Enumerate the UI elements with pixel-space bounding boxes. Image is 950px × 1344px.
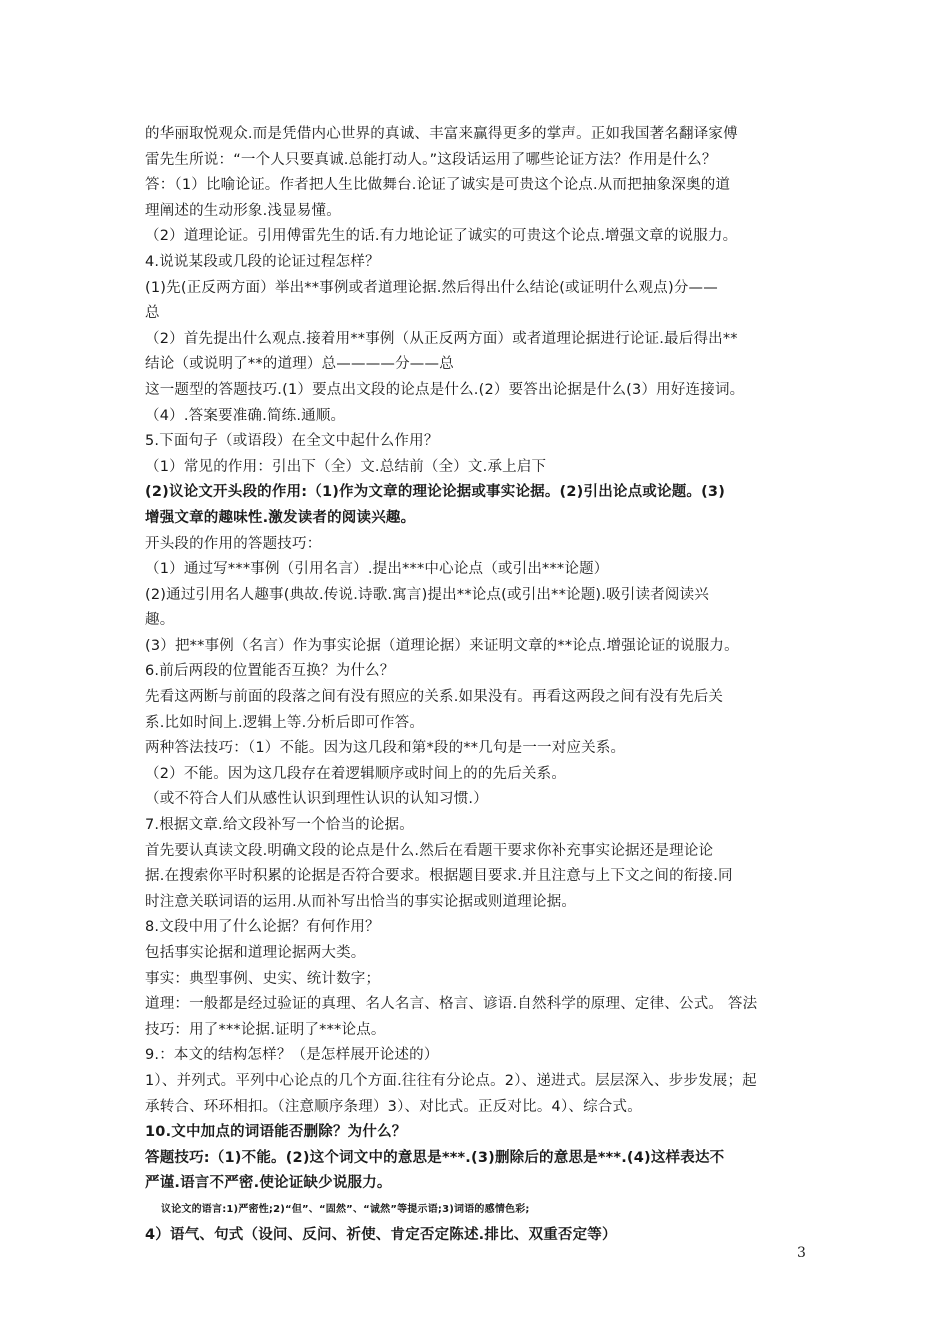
text-line: （1）常见的作用：引出下（全）文.总结前（全）文.承上启下 — [145, 458, 547, 475]
text-line: （2）首先提出什么观点.接着用**事例（从正反两方面）或者道理论据进行论证.最后得出** — [145, 330, 738, 347]
text-line: 据.在搜索你平时积累的论据是否符合要求。根据题目要求.并且注意与上下文之间的衔接.同 — [145, 868, 733, 885]
text-line: （2）道理论证。引用傅雷先生的话.有力地论证了诚实的可贵这个论点.增强文章的说服力。 — [145, 228, 738, 245]
text-line: 7.根据文章.给文段补写一个恰当的论据。 — [145, 817, 414, 834]
text-line: 的华丽取悦观众.而是凭借内心世界的真诚、丰富来赢得更多的掌声。正如我国著名翻译家傅 — [145, 126, 738, 142]
page-number: 3 — [797, 1245, 806, 1261]
text-line: 首先要认真读文段.明确文段的论点是什么.然后在看题干要求你补充事实论据还是理论论 — [145, 842, 714, 859]
text-line: 结论（或说明了**的道理）总————分——总 — [145, 356, 454, 373]
text-line: (1)先(正反两方面）举出**事例或者道理论据.然后得出什么结论(或证明什么观点)分—— — [145, 279, 718, 296]
text-line: 4.说说某段或几段的论证过程怎样？ — [145, 253, 380, 270]
text-line: 技巧：用了***论据.证明了***论点。 — [145, 1021, 386, 1038]
text-line: (2)议论文开头段的作用:（1)作为文章的理论论据或事实论据。(2)引出论点或论题。(3) — [145, 484, 726, 501]
text-line: 严谨.语言不严密.使论证缺少说服力。 — [145, 1175, 392, 1192]
text-line: （4）.答案要准确.简练.通顺。 — [145, 407, 346, 424]
text-line: 先看这两断与前面的段落之间有没有照应的关系.如果没有。再看这两段之间有没有先后关 — [145, 689, 724, 706]
text-line: 道理：一般都是经过验证的真理、名人名言、格言、谚语.自然科学的原理、定律、公式。 答法 — [145, 996, 758, 1013]
text-line: 答：（1）比喻论证。作者把人生比做舞台.论证了诚实是可贵这个论点.从而把抽象深奥的道 — [145, 177, 731, 194]
text-line: (3）把**事例（名言）作为事实论据（道理论据）来证明文章的**论点.增强论证的说服力。 — [145, 637, 739, 654]
text-line: 雷先生所说：“一个人只要真诚.总能打动人。”这段话运用了哪些论证方法？作用是什么？ — [145, 151, 717, 168]
text-line: 包括事实论据和道理论据两大类。 — [145, 945, 366, 961]
text-line: 理阐述的生动形象.浅显易懂。 — [145, 202, 341, 219]
text-line: (2)通过引用名人趣事(典故.传说.诗歌.寓言)提出**论点(或引出**论题).吸引读者阅读兴 — [145, 586, 710, 603]
text-line: 总 — [145, 305, 160, 322]
text-line: 4）语气、句式（设问、反问、祈使、肯定否定陈述.排比、双重否定等） — [145, 1226, 617, 1243]
text-line: 趣。 — [145, 612, 175, 629]
text-line: 答题技巧:（1)不能。(2)这个词文中的意思是***.(3)删除后的意思是***.(4)这样表达不 — [145, 1149, 725, 1166]
text-line: 事实：典型事例、史实、统计数字； — [145, 970, 381, 987]
text-line: 1）、并列式。平列中心论点的几个方面.往往有分论点。2）、递进式。层层深入、步步发展；起 — [145, 1072, 757, 1089]
text-line: 这一题型的答题技巧.(1）要点出文段的论点是什么.(2）要答出论据是什么(3）用好连接词。 — [145, 381, 745, 398]
text-line: 10.文中加点的词语能否删除？为什么？ — [145, 1124, 407, 1141]
text-line: 承转合、环环相扣。（注意顺序条理）3）、对比式。正反对比。4）、综合式。 — [145, 1098, 642, 1115]
document-body — [145, 122, 813, 1248]
text-line: 5.下面句子（或语段）在全文中起什么作用？ — [145, 433, 439, 450]
text-line: 6.前后两段的位置能否互换？为什么？ — [145, 663, 395, 680]
text-line: 增强文章的趣味性.激发读者的阅读兴趣。 — [145, 509, 416, 526]
text-line: （或不符合人们从感性认识到理性认识的认知习惯.） — [145, 791, 488, 808]
text-line: 两种答法技巧：（1）不能。因为这几段和第*段的**几句是一一对应关系。 — [145, 740, 626, 757]
text-line: 时注意关联词语的运用.从而补写出恰当的事实论据或则道理论据。 — [145, 893, 577, 910]
text-line: 议论文的语言:1)严密性;2)“但”、“固然”、“诚然”等提示语;3)词语的感情色彩; — [161, 1203, 530, 1215]
text-line: （2）不能。因为这几段存在着逻辑顺序或时间上的的先后关系。 — [145, 765, 567, 782]
text-line: 系.比如时间上.逻辑上等.分析后即可作答。 — [145, 714, 425, 731]
text-line: 8.文段中用了什么论据？有何作用？ — [145, 919, 380, 936]
text-line: 9.：本文的结构怎样？（是怎样展开论述的） — [145, 1047, 439, 1064]
text-line: （1）通过写***事例（引用名言）.提出***中心论点（或引出***论题） — [145, 561, 609, 578]
text-line: 开头段的作用的答题技巧： — [145, 535, 322, 552]
